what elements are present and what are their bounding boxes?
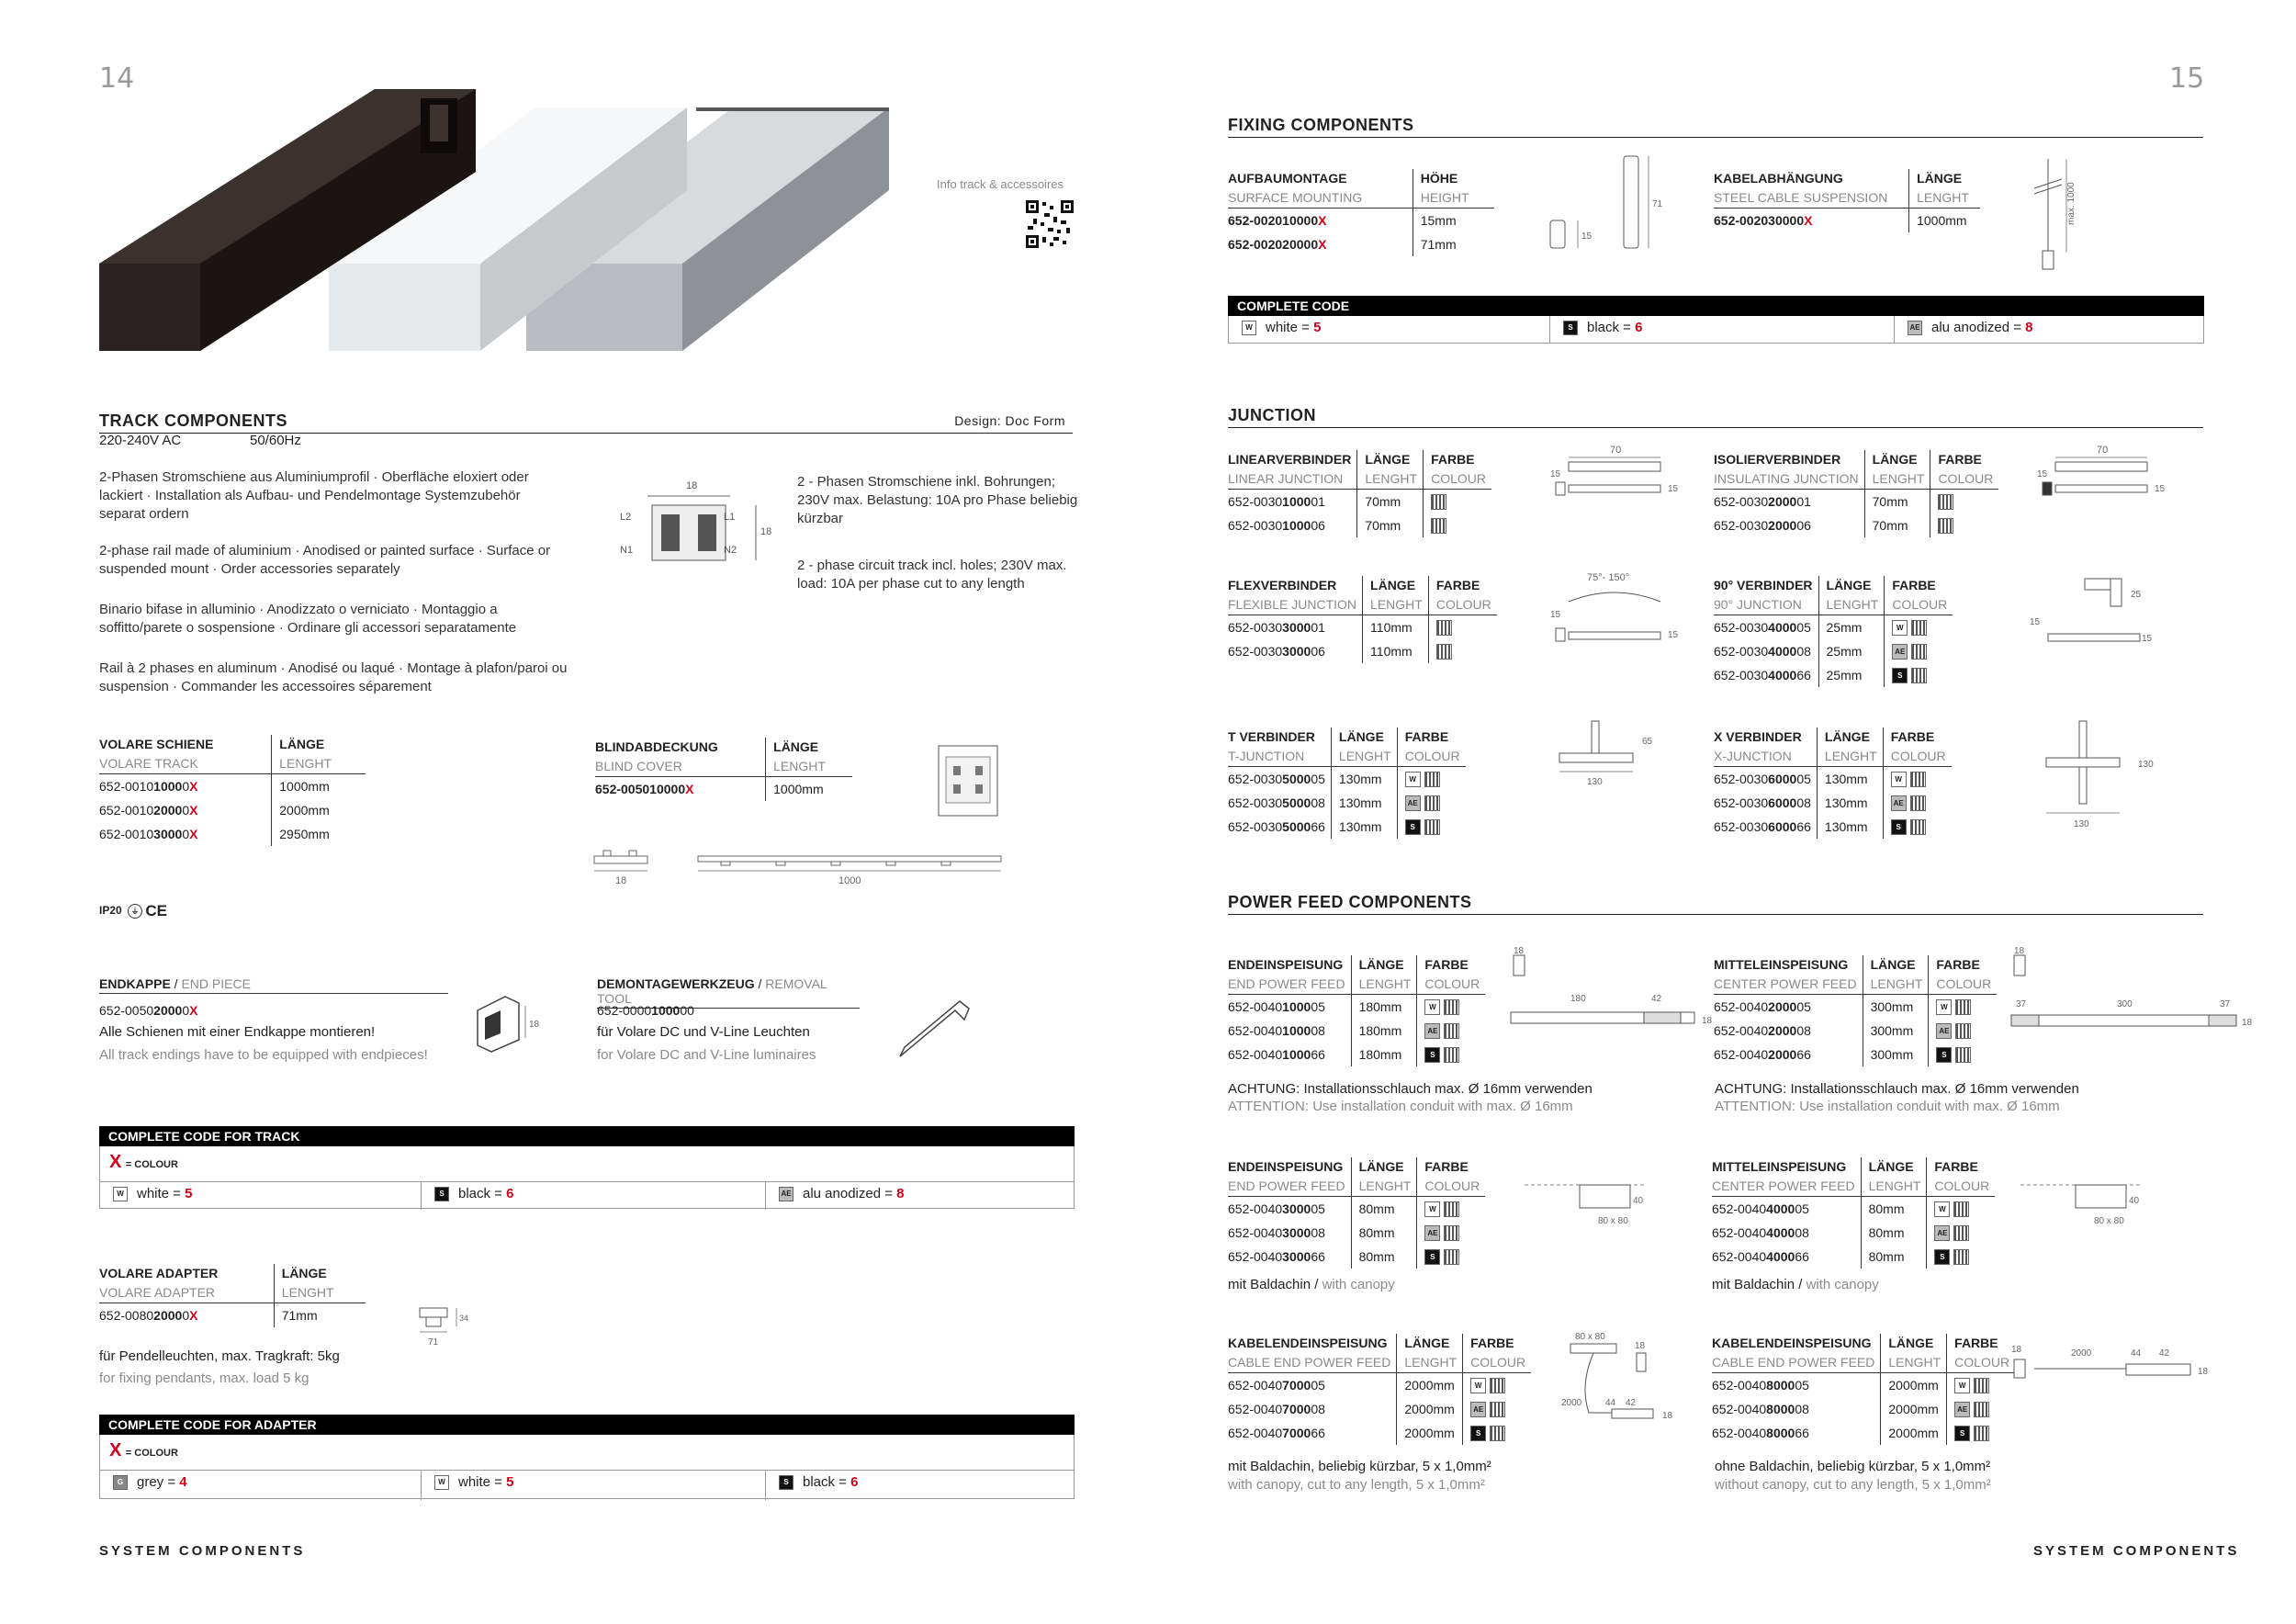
t-junction-drawing xyxy=(1550,716,1679,808)
profile-icon xyxy=(1974,1402,1989,1417)
track-title: TRACK COMPONENTS xyxy=(99,412,287,430)
colour-swatch-icon: AE xyxy=(1470,1402,1486,1417)
col-head: VOLARE SCHIENE xyxy=(99,737,214,751)
removal-tool-note-en: for Volare DC and V-Line luminaires xyxy=(597,1047,816,1063)
endpiece-code: 652-005020000X xyxy=(99,1003,198,1018)
ip-rating xyxy=(99,902,167,920)
svg-text:42: 42 xyxy=(1626,1398,1637,1408)
product-table: KABELENDEINSPEISUNG LÄNGE FARBE CABLE END POWER FEED LENGHT COLOUR 652-0040700005 2000mm W 652-0040700008 2000mm AE 652-0040700066 2000mm S xyxy=(1228,1334,1531,1445)
adapter-icon xyxy=(415,1304,479,1350)
table-row: 652-002020000X 71mm xyxy=(1228,232,1494,256)
product-table: KABELENDEINSPEISUNG LÄNGE FARBE CABLE END POWER FEED LENGHT COLOUR 652-0040800005 2000mm W 652-0040800008 2000mm AE 652-0040800066 2000mm S xyxy=(1712,1334,2015,1445)
adapter-note-en: for fixing pendants, max. load 5 kg xyxy=(99,1370,310,1386)
profile-icon xyxy=(1490,1402,1505,1417)
svg-text:80 x 80: 80 x 80 xyxy=(1575,1332,1605,1342)
svg-text:18: 18 xyxy=(1514,946,1525,956)
colour-swatch-icon: W xyxy=(1891,772,1907,787)
endpiece-note-de: Alle Schienen mit einer Endkappe montieren! xyxy=(99,1024,376,1040)
svg-text:130: 130 xyxy=(1587,777,1603,787)
info-label: Info track & accessoires xyxy=(937,177,1064,191)
profile-icon xyxy=(1436,644,1452,660)
svg-text:40: 40 xyxy=(1633,1196,1644,1206)
colour-swatch-icon: AE xyxy=(1892,644,1908,660)
profile-icon xyxy=(1490,1378,1505,1393)
table-row: 652-0040300066 80mm S xyxy=(1228,1245,1485,1269)
power-feed-heading: POWER FEED COMPONENTS xyxy=(1228,893,2203,915)
colour-legend: X = COLOUR xyxy=(109,1152,178,1172)
desc-de: 2-Phasen Stromschiene aus Aluminiumprofil · Oberfläche eloxiert oder lackiert · Installation als Aufbau- und Pendelmontage Systemzubehör separat ordern xyxy=(99,469,529,522)
product-table: ISOLIERVERBINDER LÄNGE FARBE INSULATING JUNCTION LENGHT COLOUR 652-0030200001 70mm 652-0030200006 70mm xyxy=(1714,450,1998,537)
table-row: 652-0040400008 80mm AE xyxy=(1712,1221,1995,1245)
colour-swatch-icon: AE xyxy=(1936,1023,1952,1039)
svg-text:42: 42 xyxy=(2159,1348,2170,1359)
profile-icon xyxy=(1444,1225,1459,1241)
end-feed-canopy-drawing xyxy=(1525,1176,1653,1231)
warning-note-de-1: ACHTUNG: Installationsschlauch max. Ø 16mm verwenden xyxy=(1228,1081,1593,1097)
label-l2: L2 xyxy=(620,512,632,523)
canopy-note-1: mit Baldachin / with canopy xyxy=(1228,1277,1395,1292)
profile-icon xyxy=(1444,1249,1459,1265)
adapter-table: VOLARE ADAPTER LÄNGE VOLARE ADAPTER LENGHT 652-008020000X 71mm xyxy=(99,1264,366,1327)
surface-mount-drawing xyxy=(1543,152,1690,262)
svg-text:18: 18 xyxy=(1702,1016,1713,1026)
table-row: 652-008020000X 71mm xyxy=(99,1303,366,1328)
center-power-feed-drawing xyxy=(2007,946,2255,1038)
svg-text:18: 18 xyxy=(2198,1367,2209,1377)
colour-swatch-icon: W xyxy=(1470,1378,1486,1393)
profile-icon xyxy=(1490,1426,1505,1441)
x-junction-drawing xyxy=(2037,716,2166,836)
profile-icon xyxy=(1911,644,1927,660)
profile-icon xyxy=(1436,620,1452,636)
profile-icon xyxy=(1953,1249,1969,1265)
colour-swatch-icon: S xyxy=(1424,1047,1440,1063)
colour-swatch-icon: W xyxy=(1892,620,1908,636)
track-profile-diagram xyxy=(611,478,776,570)
svg-text:15: 15 xyxy=(2030,617,2041,627)
colour-swatch-icon: AE xyxy=(1891,795,1907,811)
table-row: 652-0030500005 130mm W xyxy=(1228,767,1466,792)
ce-mark-icon: CE xyxy=(145,902,167,919)
table-row: 652-0030200001 70mm xyxy=(1714,490,1998,514)
table-row: 652-0030100006 70mm xyxy=(1228,513,1491,537)
table-row: 652-0040400066 80mm S xyxy=(1712,1245,1995,1269)
flex-junction-drawing xyxy=(1550,570,1688,643)
table-row: 652-0030500066 130mm S xyxy=(1228,815,1466,839)
table-row: 652-0040800066 2000mm S xyxy=(1712,1421,2015,1445)
warning-note-en-2: ATTENTION: Use installation conduit with max. Ø 16mm xyxy=(1715,1099,2060,1114)
col-sub: VOLARE TRACK xyxy=(99,753,272,774)
svg-text:80 x 80: 80 x 80 xyxy=(2094,1216,2124,1226)
removal-tool-heading: DEMONTAGEWERKZEUG / REMOVAL TOOL xyxy=(597,976,860,1009)
profile-icon xyxy=(1424,819,1440,835)
table-row: 652-0030600008 130mm AE xyxy=(1714,791,1952,815)
page-number-right: 15 xyxy=(2169,62,2205,95)
table-row: 652-0040100005 180mm W xyxy=(1228,995,1485,1020)
complete-code-fixing-bar: COMPLETE CODE xyxy=(1228,296,2204,316)
table-row: 652-0040800005 2000mm W xyxy=(1712,1373,2015,1398)
colour-cell: AE alu anodized = 8 xyxy=(766,1182,1075,1210)
svg-text:2000: 2000 xyxy=(2071,1348,2092,1359)
colour-swatch-icon: S xyxy=(1470,1426,1486,1441)
track-product-image xyxy=(99,85,898,360)
cable-end-feed-canopy-drawing xyxy=(1525,1330,1690,1436)
volare-track-table xyxy=(99,735,366,846)
dim-height: 18 xyxy=(760,526,772,537)
product-table: T VERBINDER LÄNGE FARBE T-JUNCTION LENGHT COLOUR 652-0030500005 130mm W 652-0030500008 130mm AE 652-0030500066 130mm S xyxy=(1228,727,1466,839)
table-row: 652-0040200005 300mm W xyxy=(1714,995,1997,1020)
colour-cell: S black = 6 xyxy=(422,1182,766,1210)
colour-swatch-icon: AE xyxy=(1424,1225,1440,1241)
table-row: 652-0030600066 130mm S xyxy=(1714,815,1952,839)
table-row: 652-0040700005 2000mm W xyxy=(1228,1373,1531,1398)
svg-text:18: 18 xyxy=(1635,1341,1646,1351)
end-power-feed-drawing xyxy=(1506,946,1717,1038)
cable-note-en-2: without canopy, cut to any length, 5 x 1,0mm² xyxy=(1715,1477,1991,1493)
svg-text:130: 130 xyxy=(2138,760,2154,770)
table-row: 652-0040100066 180mm S xyxy=(1228,1043,1485,1066)
profile-icon xyxy=(1955,999,1971,1015)
svg-text:max. 1000: max. 1000 xyxy=(2066,182,2077,225)
table-row: 652-0040200008 300mm AE xyxy=(1714,1019,1997,1043)
table-row: 652-005010000X 1000mm xyxy=(595,777,852,802)
profile-icon xyxy=(1424,772,1440,787)
svg-text:15: 15 xyxy=(2155,484,2166,494)
svg-text:44: 44 xyxy=(1605,1398,1616,1408)
cable-end-feed-drawing xyxy=(2007,1341,2218,1396)
colour-swatch-icon: S xyxy=(1891,819,1907,835)
complete-code-adapter-bar: COMPLETE CODE FOR ADAPTER xyxy=(99,1415,1075,1435)
footer-right: SYSTEM COMPONENTS xyxy=(2033,1543,2240,1559)
colour-swatch-icon: S xyxy=(1405,819,1421,835)
removal-tool-icon xyxy=(895,992,978,1066)
colour-row xyxy=(100,1181,1074,1210)
blind-cover-table: BLINDABDECKUNG LÄNGE BLIND COVER LENGHT 652-005010000X 1000mm xyxy=(595,738,852,801)
profile-icon xyxy=(1953,1201,1969,1217)
profile-icon xyxy=(1955,1047,1971,1063)
svg-text:34: 34 xyxy=(459,1314,469,1323)
junction-heading: JUNCTION xyxy=(1228,406,2203,428)
svg-text:80 x 80: 80 x 80 xyxy=(1598,1216,1628,1226)
table-row: 652-0040100008 180mm AE xyxy=(1228,1019,1485,1043)
desc-it: Binario bifase in alluminio · Anodizzato o verniciato · Montaggio a soffitto/parete o sospensione · Ordinare gli accessori separatamente xyxy=(99,602,517,636)
table-row: 652-0030500008 130mm AE xyxy=(1228,791,1466,815)
blind-cover-profile-icon xyxy=(937,744,1001,818)
table-row: 652-0030400066 25mm S xyxy=(1714,663,1953,687)
table-row: 652-0040700008 2000mm AE xyxy=(1228,1397,1531,1421)
fixing-components-heading: FIXING COMPONENTS xyxy=(1228,116,2203,138)
warning-note-de-2: ACHTUNG: Installationsschlauch max. Ø 16mm verwenden xyxy=(1715,1081,2079,1097)
profile-icon xyxy=(1444,1047,1459,1063)
colour-swatch-icon: AE xyxy=(1934,1225,1950,1241)
table-row: 652-0030600005 130mm W xyxy=(1714,767,1952,792)
svg-text:40: 40 xyxy=(2129,1196,2140,1206)
svg-text:70: 70 xyxy=(2097,445,2109,456)
svg-text:65: 65 xyxy=(1642,737,1653,747)
colour-swatch-icon: W xyxy=(1954,1378,1970,1393)
endpiece-icon xyxy=(468,983,542,1056)
profile-icon xyxy=(1424,795,1440,811)
insulating-junction-drawing xyxy=(2037,444,2166,508)
svg-text:180: 180 xyxy=(1570,994,1586,1004)
table-row: 652-0040400005 80mm W xyxy=(1712,1197,1995,1222)
profile-icon xyxy=(1938,518,1953,534)
linear-junction-drawing xyxy=(1550,444,1679,508)
svg-text:15: 15 xyxy=(1668,630,1679,640)
profile-icon xyxy=(1974,1378,1989,1393)
colour-cell: W white = 5 xyxy=(422,1471,766,1500)
table-row: 652-0040300008 80mm AE xyxy=(1228,1221,1485,1245)
svg-text:37: 37 xyxy=(2016,999,2027,1009)
complete-code-adapter-box xyxy=(99,1435,1075,1499)
blind-cover-drawing xyxy=(592,845,1006,891)
colour-swatch-icon: AE xyxy=(1424,1023,1440,1039)
product-table: MITTELEINSPEISUNG LÄNGE FARBE CENTER POWER FEED LENGHT COLOUR 652-0040400005 80mm W 652-0040400008 80mm AE 652-0040400066 80mm S xyxy=(1712,1157,1995,1269)
dim-width: 18 xyxy=(686,480,698,491)
svg-text:71: 71 xyxy=(428,1337,439,1348)
svg-text:18: 18 xyxy=(1662,1411,1673,1421)
design-credit: Design: Doc Form xyxy=(954,413,1065,428)
profile-icon xyxy=(1910,795,1926,811)
col-head: LÄNGE xyxy=(272,735,366,753)
ip-label: IP20 xyxy=(99,904,122,918)
product-table: LINEARVERBINDER LÄNGE FARBE LINEAR JUNCTION LENGHT COLOUR 652-0030100001 70mm 652-0030100006 70mm xyxy=(1228,450,1491,537)
colour-cell: AE alu anodized = 8 xyxy=(1895,316,2205,343)
svg-text:15: 15 xyxy=(1668,484,1679,494)
frequency: 50/60Hz xyxy=(250,433,301,448)
footer-left: SYSTEM COMPONENTS xyxy=(99,1543,306,1559)
colour-cell: G grey = 4 xyxy=(100,1471,422,1500)
endpiece-note-en: All track endings have to be equipped with endpieces! xyxy=(99,1047,428,1063)
canopy-note-2: mit Baldachin / with canopy xyxy=(1712,1277,1879,1292)
colour-swatch-icon: AE xyxy=(1954,1402,1970,1417)
cable-suspension-drawing xyxy=(2030,152,2112,276)
desc-fr: Rail à 2 phases en aluminum · Anodisé ou laqué · Montage à plafon/paroi ou suspension · Commander les accessoires séparement xyxy=(99,660,568,694)
colour-cell: S black = 6 xyxy=(766,1471,1075,1500)
warning-note-en-1: ATTENTION: Use installation conduit with max. Ø 16mm xyxy=(1228,1099,1573,1114)
table-row: 652-0040700066 2000mm S xyxy=(1228,1421,1531,1445)
svg-text:75°- 150°: 75°- 150° xyxy=(1587,572,1630,583)
product-table: X VERBINDER LÄNGE FARBE X-JUNCTION LENGHT COLOUR 652-0030600005 130mm W 652-0030600008 130mm AE 652-0030600066 130mm S xyxy=(1714,727,1952,839)
table-row: 652-002010000X 15mm xyxy=(1228,209,1494,233)
svg-text:15: 15 xyxy=(2037,469,2048,479)
svg-text:42: 42 xyxy=(1651,994,1662,1004)
label-n2: N2 xyxy=(724,545,737,556)
center-feed-canopy-drawing xyxy=(2020,1176,2149,1231)
removal-tool-code: 652-0000100000 xyxy=(597,1003,694,1018)
table-row: 652-0030300001 110mm xyxy=(1228,615,1497,640)
svg-text:1000: 1000 xyxy=(838,875,861,886)
table-row: 652-0030400008 25mm AE xyxy=(1714,639,1953,663)
right-desc-de: 2 - Phasen Stromschiene inkl. Bohrungen; 230V max. Belastung: 10A pro Phase beliebig kürzbar xyxy=(797,474,1078,526)
right-desc-en: 2 - phase circuit track incl. holes; 230V max. load: 10A per phase cut to any length xyxy=(797,558,1067,592)
colour-swatch-icon: W xyxy=(1934,1201,1950,1217)
svg-text:18: 18 xyxy=(2242,1018,2253,1028)
colour-swatch-icon: S xyxy=(1424,1249,1440,1265)
table-row: 652-002030000X 1000mm xyxy=(1714,209,1980,233)
table-row: 652-0040200066 300mm S xyxy=(1714,1043,1997,1066)
svg-text:37: 37 xyxy=(2220,999,2231,1009)
svg-text:15: 15 xyxy=(1581,231,1593,242)
colour-swatch-icon: S xyxy=(1936,1047,1952,1063)
profile-icon xyxy=(1910,772,1926,787)
colour-swatch-icon: W xyxy=(1424,999,1440,1015)
colour-cell: S black = 6 xyxy=(1550,316,1895,343)
table-row: 652-0040800008 2000mm AE xyxy=(1712,1397,2015,1421)
profile-icon xyxy=(1431,494,1446,510)
complete-code-track-box xyxy=(99,1146,1075,1209)
cable-suspension-table: KABELABHÄNGUNG LÄNGE STEEL CABLE SUSPENSION LENGHT 652-002030000X 1000mm xyxy=(1714,169,1980,232)
svg-text:18: 18 xyxy=(2014,946,2025,956)
earth-icon: ⏚ xyxy=(128,904,142,919)
table-row: 652-001010000X 1000mm xyxy=(99,774,366,799)
profile-icon xyxy=(1444,1023,1459,1039)
colour-legend: X = COLOUR xyxy=(109,1440,178,1460)
removal-tool-note-de: für Volare DC und V-Line Leuchten xyxy=(597,1024,810,1040)
colour-swatch-icon: W xyxy=(1405,772,1421,787)
product-table: ENDEINSPEISUNG LÄNGE FARBE END POWER FEED LENGHT COLOUR 652-0040100005 180mm W 652-0040100008 180mm AE 652-0040100066 180mm S xyxy=(1228,955,1485,1066)
svg-text:15: 15 xyxy=(1550,610,1561,620)
profile-icon xyxy=(1910,819,1926,835)
profile-icon xyxy=(1953,1225,1969,1241)
desc-en: 2-phase rail made of aluminium · Anodised or painted surface · Surface or suspended mount · Order accessories separately xyxy=(99,543,551,577)
table-row: 652-0030300006 110mm xyxy=(1228,639,1497,663)
adapter-note-de: für Pendelleuchten, max. Tragkraft: 5kg xyxy=(99,1348,340,1364)
profile-icon xyxy=(1955,1023,1971,1039)
colour-row xyxy=(100,1470,1074,1500)
voltage: 220-240V AC xyxy=(99,433,182,448)
table-row: 652-0030400005 25mm W xyxy=(1714,615,1953,640)
colour-swatch-icon: S xyxy=(1954,1426,1970,1441)
cable-note-de-1: mit Baldachin, beliebig kürzbar, 5 x 1,0mm² xyxy=(1228,1459,1491,1474)
colour-swatch-icon: S xyxy=(1892,668,1908,683)
svg-text:18: 18 xyxy=(615,875,627,886)
colour-swatch-icon: W xyxy=(1424,1201,1440,1217)
svg-text:71: 71 xyxy=(1652,199,1663,209)
svg-text:18: 18 xyxy=(2011,1345,2022,1355)
colour-swatch-icon: S xyxy=(1934,1249,1950,1265)
cable-note-de-2: ohne Baldachin, beliebig kürzbar, 5 x 1,0mm² xyxy=(1715,1459,1991,1474)
colour-cell: W white = 5 xyxy=(100,1182,422,1210)
profile-icon xyxy=(1911,620,1927,636)
90-junction-drawing xyxy=(2030,570,2158,652)
table-row: 652-001030000X 2950mm xyxy=(99,822,366,846)
table-row: 652-0030100001 70mm xyxy=(1228,490,1491,514)
profile-icon xyxy=(1911,668,1927,683)
colour-cell: W white = 5 xyxy=(1229,316,1550,343)
label-n1: N1 xyxy=(620,545,634,556)
col-sub: LENGHT xyxy=(272,753,366,774)
svg-text:44: 44 xyxy=(2131,1348,2142,1359)
complete-code-fixing-box xyxy=(1228,316,2204,344)
endpiece-heading: ENDKAPPE / END PIECE xyxy=(99,976,448,994)
qr-code[interactable] xyxy=(1026,200,1074,248)
product-table: FLEXVERBINDER LÄNGE FARBE FLEXIBLE JUNCTION LENGHT COLOUR 652-0030300001 110mm 652-0030300006 110mm xyxy=(1228,576,1497,663)
page-number-left: 14 xyxy=(99,62,135,95)
table-row: 652-001020000X 2000mm xyxy=(99,798,366,822)
table-row: 652-0030200006 70mm xyxy=(1714,513,1998,537)
table-row: 652-0040300005 80mm W xyxy=(1228,1197,1485,1222)
profile-icon xyxy=(1444,999,1459,1015)
complete-code-track-bar: COMPLETE CODE FOR TRACK xyxy=(99,1126,1075,1146)
svg-text:130: 130 xyxy=(2074,819,2089,829)
product-table: MITTELEINSPEISUNG LÄNGE FARBE CENTER POWER FEED LENGHT COLOUR 652-0040200005 300mm W 652-0040200008 300mm AE 652-0040200066 300mm S xyxy=(1714,955,1997,1066)
colour-swatch-icon: AE xyxy=(1405,795,1421,811)
product-table: 90° VERBINDER LÄNGE FARBE 90° JUNCTION LENGHT COLOUR 652-0030400005 25mm W 652-0030400008 25mm AE 652-0030400066 25mm S xyxy=(1714,576,1953,687)
track-components-heading xyxy=(99,412,1073,434)
svg-text:70: 70 xyxy=(1610,445,1622,456)
svg-text:15: 15 xyxy=(1550,469,1561,479)
profile-icon xyxy=(1431,518,1446,534)
svg-text:25: 25 xyxy=(2131,590,2142,600)
profile-icon xyxy=(1444,1201,1459,1217)
colour-swatch-icon: W xyxy=(1936,999,1952,1015)
surface-mounting-table: AUFBAUMONTAGE HÖHE SURFACE MOUNTING HEIGHT 652-002010000X 15mm 652-002020000X 71mm xyxy=(1228,169,1494,256)
profile-icon xyxy=(1974,1426,1989,1441)
svg-text:300: 300 xyxy=(2117,999,2133,1009)
label-l1: L1 xyxy=(724,512,736,523)
profile-icon xyxy=(1938,494,1953,510)
cable-note-en-1: with canopy, cut to any length, 5 x 1,0mm² xyxy=(1228,1477,1485,1493)
product-table: ENDEINSPEISUNG LÄNGE FARBE END POWER FEED LENGHT COLOUR 652-0040300005 80mm W 652-0040300008 80mm AE 652-0040300066 80mm S xyxy=(1228,1157,1485,1269)
svg-text:15: 15 xyxy=(2142,634,2153,644)
svg-text:18: 18 xyxy=(529,1020,540,1030)
svg-text:2000: 2000 xyxy=(1561,1398,1582,1408)
